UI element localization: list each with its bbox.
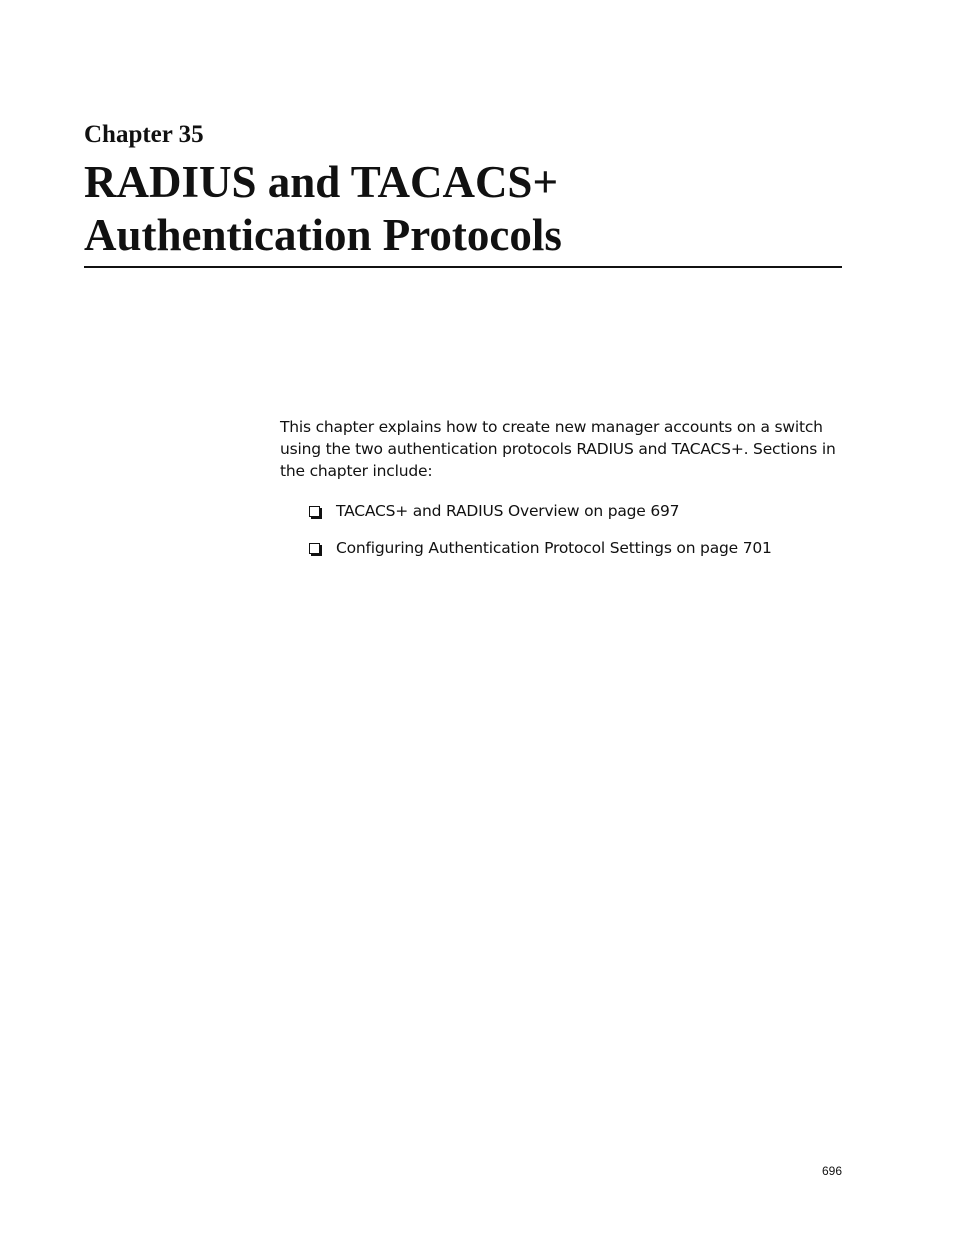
section-link-tacacs-radius-overview[interactable]: TACACS+ and RADIUS Overview on page 697 [336, 502, 680, 520]
section-link-configuring-authentication[interactable]: Configuring Authentication Protocol Settings on page 701 [336, 539, 772, 557]
checkbox-icon [309, 506, 320, 517]
title-divider [84, 266, 842, 268]
list-item[interactable] [308, 537, 772, 559]
section-list [308, 500, 772, 574]
chapter-label: Chapter 35 [84, 121, 204, 148]
chapter-title-line-1: RADIUS and TACACS+ [84, 157, 559, 207]
list-item[interactable] [308, 500, 772, 522]
checkbox-icon [309, 543, 320, 554]
chapter-intro: This chapter explains how to create new manager accounts on a switch using the two authentication protocols RADIUS and TACACS+. Sections in the chapter include: [280, 418, 836, 480]
chapter-title-line-2: Authentication Protocols [84, 210, 562, 260]
page-number: 696 [822, 1164, 843, 1178]
chapter-title [84, 156, 844, 262]
